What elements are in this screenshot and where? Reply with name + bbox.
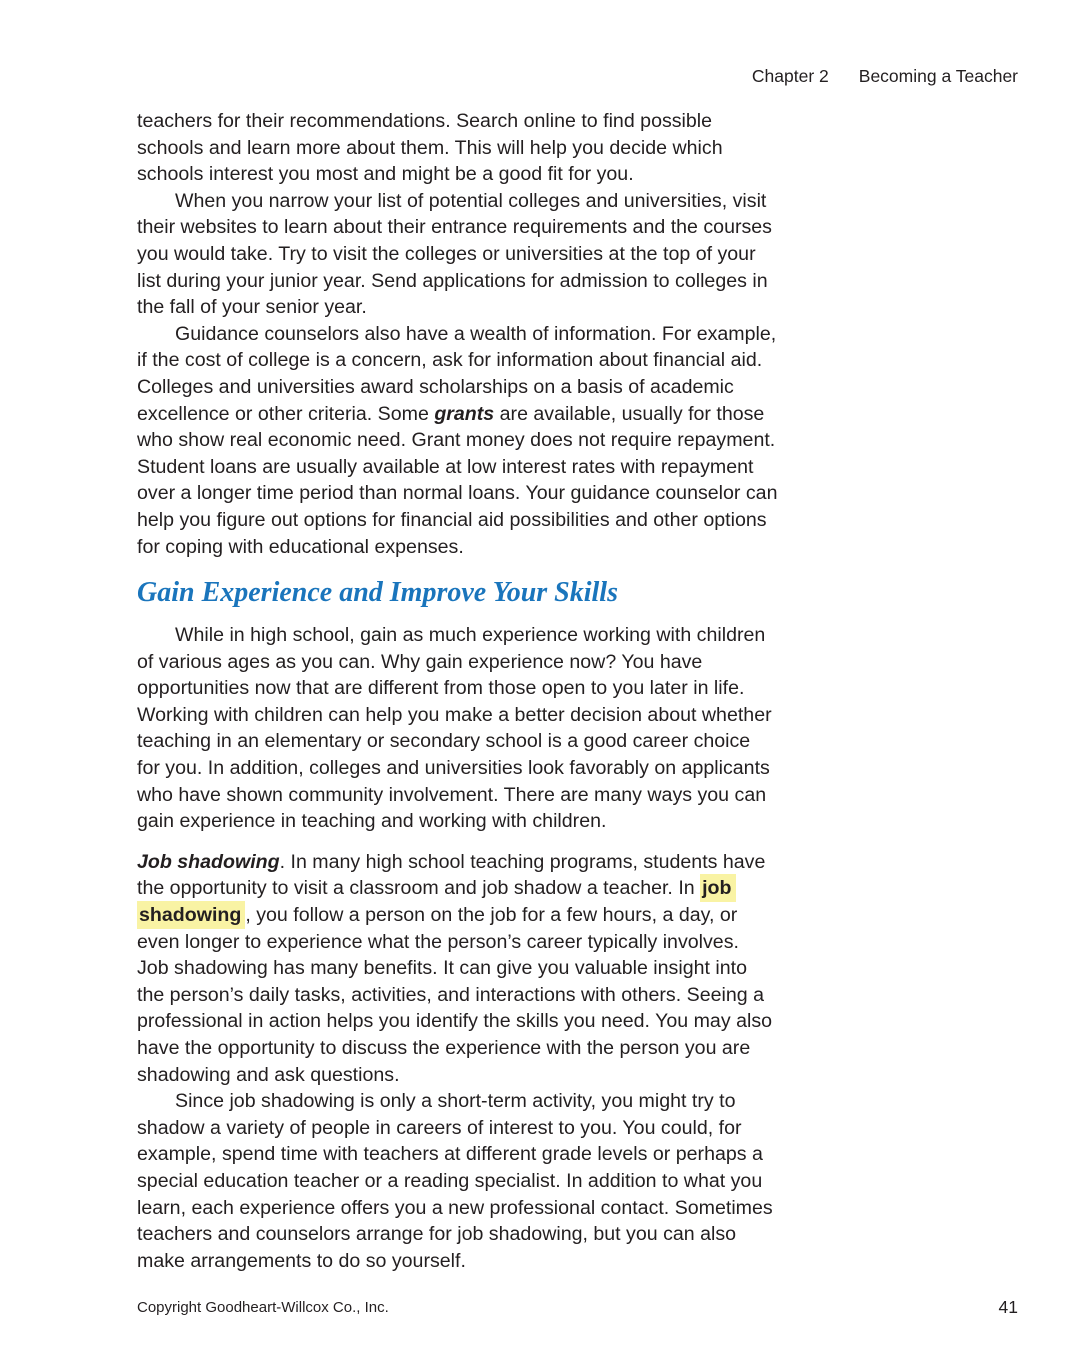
text-line	[137, 875, 877, 902]
text-line	[137, 135, 877, 162]
highlighted-key-term: shadowing	[137, 901, 245, 929]
text-segment: even longer to experience what the person’s career typically involves.	[137, 930, 739, 953]
text-segment: for coping with educational expenses.	[137, 535, 464, 558]
text-line	[137, 347, 877, 374]
text-segment: shadow a variety of people in careers of interest to you. You could, for	[137, 1116, 742, 1139]
bold-italic-term: Job shadowing	[137, 850, 280, 873]
text-segment: teachers for their recommendations. Search online to find possible	[137, 110, 713, 132]
text-line	[137, 782, 877, 809]
text-segment: Student loans are usually available at low interest rates with repayment	[137, 455, 754, 478]
text-line	[137, 675, 877, 702]
text-segment: you would take. Try to visit the colleges or universities at the top of your	[137, 242, 756, 265]
text-line	[137, 1221, 877, 1248]
text-line	[137, 955, 877, 982]
text-segment: teaching in an elementary or secondary school is a good career choice	[137, 730, 751, 753]
paragraph	[137, 849, 877, 1088]
text-segment: are available, usually for those	[494, 402, 765, 425]
text-line	[137, 374, 877, 401]
text-line	[137, 622, 877, 649]
text-segment: Since job shadowing is only a short-term activity, you might try to	[175, 1090, 736, 1113]
text-line	[137, 1195, 877, 1222]
text-line	[137, 849, 877, 876]
text-segment: teachers and counselors arrange for job shadowing, but you can also	[137, 1223, 737, 1246]
text-segment: schools and learn more about them. This will help you decide which	[137, 136, 723, 159]
text-line	[137, 1062, 877, 1089]
chapter-label: Chapter 2	[751, 66, 829, 86]
paragraph	[137, 1088, 877, 1274]
text-segment: While in high school, gain as much experience working with children	[175, 624, 766, 647]
text-segment: have the opportunity to discuss the experience with the person you are	[137, 1037, 751, 1059]
text-line	[137, 1168, 877, 1195]
text-segment: Colleges and universities award scholarships on a basis of academic	[137, 375, 734, 398]
text-segment: excellence or other criteria. Some	[137, 402, 435, 425]
text-segment: example, spend time with teachers at different grade levels or perhaps a	[137, 1143, 763, 1166]
text-segment: of various ages as you can. Why gain experience now? You have	[137, 650, 703, 673]
text-segment: over a longer time period than normal loans. Your guidance counselor can	[137, 482, 778, 505]
text-segment: if the cost of college is a concern, ask for information about financial aid.	[137, 349, 763, 372]
paragraph	[137, 321, 877, 560]
text-segment: Job shadowing has many benefits. It can give you valuable insight into	[137, 957, 747, 980]
text-segment: shadowing and ask questions.	[137, 1063, 400, 1086]
copyright-notice: Copyright Goodheart-Willcox Co., Inc.	[137, 1299, 389, 1316]
text-line	[137, 982, 877, 1009]
page-header	[732, 46, 1018, 106]
page-number: 41	[998, 1297, 1018, 1317]
text-line	[137, 728, 877, 755]
chapter-title: Becoming a Teacher	[858, 66, 1018, 86]
text-line	[137, 214, 877, 241]
text-segment: their websites to learn about their entrance requirements and the courses	[137, 216, 772, 239]
content-column	[137, 108, 877, 1274]
paragraph	[137, 108, 877, 188]
text-segment: Working with children can help you make a better decision about whether	[137, 703, 772, 726]
text-segment: who have shown community involvement. There are many ways you can	[137, 783, 767, 806]
text-line	[137, 427, 877, 454]
text-line	[137, 268, 877, 295]
text-segment: the person’s daily tasks, activities, and interactions with others. Seeing a	[137, 983, 764, 1006]
text-line	[137, 702, 877, 729]
text-segment: for you. In addition, colleges and universities look favorably on applicants	[137, 757, 770, 780]
text-line	[137, 1035, 877, 1062]
text-line	[137, 649, 877, 676]
text-segment: Guidance counselors also have a wealth of information. For example,	[175, 322, 777, 345]
text-segment: list during your junior year. Send applications for admission to colleges in	[137, 269, 768, 292]
text-line	[137, 534, 877, 561]
text-line	[137, 902, 877, 929]
paragraph	[137, 188, 877, 321]
text-segment: gain experience in teaching and working with children.	[137, 810, 607, 833]
text-line	[137, 1248, 877, 1275]
text-segment: , you follow a person on the job for a few hours, a day, or	[245, 904, 738, 927]
text-line	[137, 401, 877, 428]
text-segment: the opportunity to visit a classroom and job shadow a teacher. In	[137, 877, 701, 900]
text-segment: schools interest you most and might be a good fit for you.	[137, 163, 634, 186]
text-segment: When you narrow your list of potential colleges and universities, visit	[175, 189, 767, 212]
text-line	[137, 188, 877, 215]
text-line	[137, 321, 877, 348]
text-line	[137, 161, 877, 188]
text-line	[137, 755, 877, 782]
text-line	[137, 1115, 877, 1142]
bold-italic-term: grants	[434, 402, 495, 425]
text-segment: learn, each experience offers you a new professional contact. Sometimes	[137, 1196, 773, 1219]
text-segment: make arrangements to do so yourself.	[137, 1249, 466, 1272]
text-segment: opportunities now that are different from those open to you later in life.	[137, 677, 745, 700]
paragraph	[137, 622, 877, 835]
text-line	[137, 507, 877, 534]
text-segment: special education teacher or a reading specialist. In addition to what you	[137, 1169, 763, 1192]
text-line	[137, 241, 877, 268]
text-line	[137, 1141, 877, 1168]
text-segment: help you figure out options for financial aid possibilities and other options	[137, 508, 767, 531]
text-line	[137, 480, 877, 507]
text-line	[137, 294, 877, 321]
highlighted-key-term: job	[700, 874, 735, 902]
text-segment: who show real economic need. Grant money does not require repayment.	[137, 429, 776, 452]
text-line	[137, 929, 877, 956]
text-segment: professional in action helps you identify the skills you need. You may also	[137, 1010, 773, 1033]
text-segment: . In many high school teaching programs, students have	[279, 850, 766, 873]
text-line	[137, 1008, 877, 1035]
text-line	[137, 1088, 877, 1115]
text-line	[137, 108, 877, 135]
text-line	[137, 454, 877, 481]
text-segment: the fall of your senior year.	[137, 296, 367, 319]
text-line	[137, 808, 877, 835]
section-heading: Gain Experience and Improve Your Skills	[137, 577, 618, 609]
